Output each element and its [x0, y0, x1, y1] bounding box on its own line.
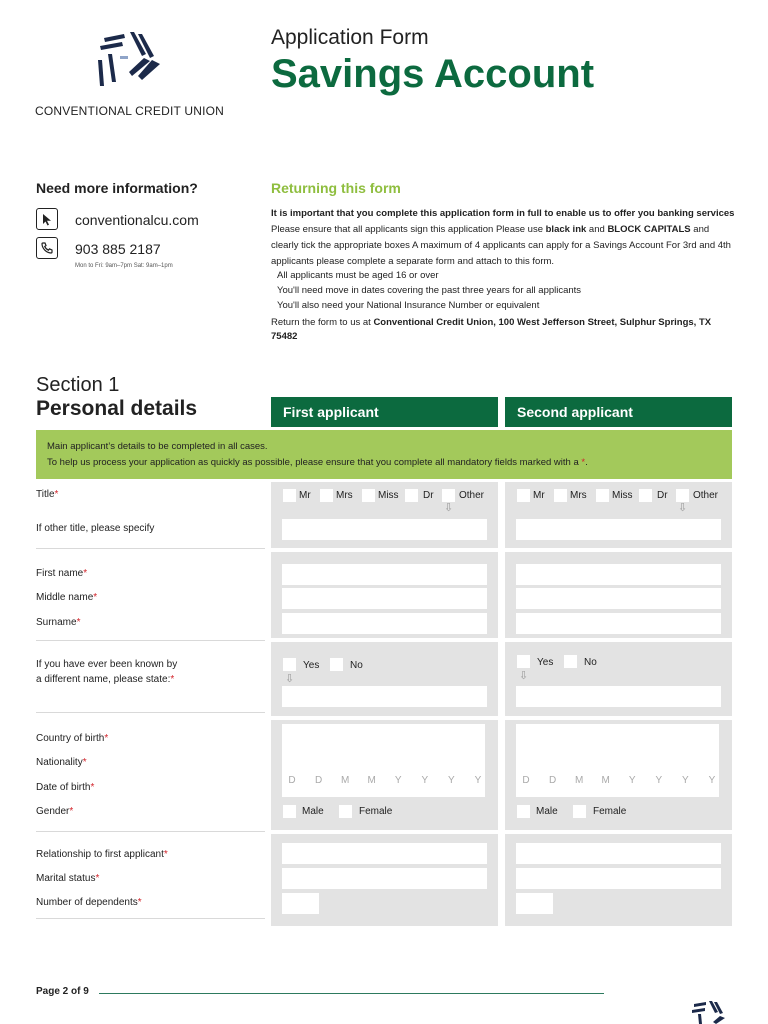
instructions-emphasis: BLOCK CAPITALS	[607, 224, 691, 235]
label-text: Gender	[36, 806, 70, 817]
other-title-input[interactable]	[282, 519, 487, 540]
title-option-label: Miss	[378, 490, 399, 501]
org-name: CONVENTIONAL CREDIT UNION	[35, 104, 225, 118]
title-option-label: Mr	[533, 490, 545, 501]
gender-female-checkbox[interactable]	[573, 805, 586, 818]
required-star: *	[54, 489, 59, 500]
gender-male-checkbox[interactable]	[283, 805, 296, 818]
phone-number: 903 885 2187	[75, 241, 161, 257]
date-digit: M	[601, 775, 610, 786]
phone-icon	[36, 237, 58, 259]
title-option-label: Miss	[612, 490, 633, 501]
middle-name-input[interactable]	[282, 588, 487, 609]
date-digit: M	[367, 775, 376, 786]
row-divider	[36, 712, 265, 713]
row-divider	[36, 548, 265, 549]
required-star: *	[163, 849, 168, 860]
required-star: *	[581, 457, 586, 468]
instructions-text: and	[586, 224, 608, 235]
return-prefix: Return the form to us at	[271, 317, 374, 328]
row-divider	[36, 640, 265, 641]
date-digit: Y	[628, 775, 636, 786]
page-number: Page 2 of 9	[36, 986, 89, 997]
title-dr-checkbox[interactable]	[405, 489, 418, 502]
required-star: *	[170, 674, 175, 685]
label-text: First name	[36, 568, 84, 579]
section-number: Section 1	[36, 374, 120, 396]
instructions-emphasis: black ink	[545, 224, 587, 235]
label-text: a different name, please state:	[36, 674, 171, 685]
section-title: Personal details	[36, 397, 198, 420]
cursor-icon	[36, 208, 58, 230]
no-label: No	[350, 660, 363, 671]
down-arrow-icon: ⇩	[285, 673, 295, 685]
surname-input[interactable]	[282, 613, 487, 634]
date-digit: Y	[708, 775, 716, 786]
requirement-item: You'll also need your National Insurance Number or equivalent	[277, 300, 540, 311]
required-star: *	[95, 873, 100, 884]
label-text: Relationship to first applicant	[36, 849, 164, 860]
title-miss-checkbox[interactable]	[362, 489, 375, 502]
date-digit: D	[548, 775, 557, 786]
title-dr-checkbox[interactable]	[639, 489, 652, 502]
date-digit: Y	[394, 775, 402, 786]
title-option-label: Mrs	[570, 490, 587, 501]
label-text: If you have ever been known by	[36, 659, 178, 670]
date-digit: Y	[474, 775, 482, 786]
label-text: Nationality	[36, 757, 83, 768]
return-address: Conventional Credit Union, 100 West Jefferson Street, Sulphur Springs, TX 75482	[271, 317, 712, 342]
second-applicant-header	[505, 397, 732, 427]
instructions-lead: It is important that you complete this application form in full to enable us to offer you banking services	[271, 208, 735, 219]
known-as-yes-checkbox[interactable]	[283, 658, 296, 671]
title-option-label: Other	[459, 490, 485, 501]
first-name-input[interactable]	[516, 564, 721, 585]
title-option-label: Mr	[299, 490, 311, 501]
title-mr-checkbox[interactable]	[283, 489, 296, 502]
date-digit: D	[522, 775, 530, 786]
known-as-no-checkbox[interactable]	[564, 655, 577, 668]
middle-name-input[interactable]	[516, 588, 721, 609]
gender-female-checkbox[interactable]	[339, 805, 352, 818]
middle-name-label	[36, 592, 97, 603]
male-label: Male	[536, 806, 558, 817]
relationship-input[interactable]	[516, 843, 721, 864]
label-text: Country of birth	[36, 733, 105, 744]
date-digit: D	[314, 775, 323, 786]
gender-male-checkbox[interactable]	[517, 805, 530, 818]
female-label: Female	[593, 806, 627, 817]
female-label: Female	[359, 806, 393, 817]
relationship-label	[36, 849, 168, 860]
first-applicant-header	[271, 397, 498, 427]
dependents-input[interactable]	[282, 893, 319, 914]
page-title: Savings Account	[271, 52, 595, 96]
website-link[interactable]: conventionalcu.com	[75, 212, 199, 228]
label-text: Middle name	[36, 592, 94, 603]
label-text: Surname	[36, 617, 77, 628]
date-digit: Y	[655, 775, 663, 786]
label-text: Marital status	[36, 873, 96, 884]
required-star: *	[69, 806, 74, 817]
returning-instructions	[271, 206, 736, 344]
title-mrs-checkbox[interactable]	[320, 489, 333, 502]
nationality-label	[36, 757, 87, 768]
surname-label	[36, 617, 80, 628]
requirement-item: You'll need move in dates covering the past three years for all applicants	[277, 285, 582, 296]
marital-status-input[interactable]	[282, 868, 487, 889]
required-star: *	[82, 757, 87, 768]
requirement-item: All applicants must be aged 16 or over	[277, 270, 439, 281]
title-option-label: Other	[693, 490, 719, 501]
instructions-text: Please ensure that all applicants sign this application Please use	[271, 224, 546, 235]
footer-rule	[99, 993, 604, 994]
second-applicant-label: Second applicant	[517, 404, 633, 420]
required-star: *	[104, 733, 109, 744]
other-title-label: If other title, please specify	[36, 523, 155, 534]
returning-heading: Returning this form	[271, 180, 401, 196]
date-of-birth-label	[36, 782, 94, 793]
title-option-label: Dr	[423, 490, 434, 501]
required-star: *	[93, 592, 98, 603]
first-name-label	[36, 568, 87, 579]
other-title-input[interactable]	[516, 519, 721, 540]
date-digit: M	[574, 775, 584, 786]
notice-line: Main applicant’s details to be completed in all cases.	[47, 441, 268, 452]
required-star: *	[90, 782, 95, 793]
label-text: Date of birth	[36, 782, 91, 793]
title-mr-checkbox[interactable]	[517, 489, 530, 502]
marital-status-label	[36, 873, 99, 884]
gender-label	[36, 806, 73, 817]
label-text: Number of dependents	[36, 897, 138, 908]
label-text: Title	[36, 489, 55, 500]
title-option-label: Mrs	[336, 490, 353, 501]
date-digit: Y	[448, 775, 455, 786]
form-kicker: Application Form	[271, 26, 429, 49]
male-label: Male	[302, 806, 324, 817]
country-of-birth-label	[36, 733, 108, 744]
known-as-no-checkbox[interactable]	[330, 658, 343, 671]
date-digit: Y	[682, 775, 689, 786]
first-name-input[interactable]	[282, 564, 487, 585]
previous-name-input[interactable]	[516, 686, 721, 707]
title-mrs-checkbox[interactable]	[554, 489, 567, 502]
date-of-birth-input[interactable]	[285, 775, 485, 791]
notice-line: To help us process your application as quickly as possible, please ensure that you complete all mandatory fields marked with a	[47, 457, 582, 468]
relationship-input[interactable]	[282, 843, 487, 864]
notice-end: .	[585, 457, 588, 468]
contact-heading: Need more information?	[36, 180, 198, 196]
previous-name-input[interactable]	[282, 686, 487, 707]
first-applicant-label: First applicant	[283, 404, 379, 420]
date-digit: D	[288, 775, 296, 786]
credit-union-logo	[94, 30, 170, 92]
marital-status-input[interactable]	[516, 868, 721, 889]
title-label	[36, 489, 58, 500]
required-star: *	[83, 568, 88, 579]
date-of-birth-input[interactable]	[519, 775, 719, 791]
down-arrow-icon: ⇩	[519, 670, 529, 682]
down-arrow-icon: ⇩	[444, 502, 454, 514]
known-as-yes-checkbox[interactable]	[517, 655, 530, 668]
opening-hours: Mon to Fri: 9am–7pm Sat: 9am–1pm	[75, 263, 173, 269]
date-digit: Y	[421, 775, 429, 786]
required-star: *	[137, 897, 142, 908]
dependents-label	[36, 897, 142, 908]
yes-label: Yes	[303, 660, 320, 671]
title-option-label: Dr	[657, 490, 668, 501]
date-digit: M	[340, 775, 350, 786]
mandatory-notice	[36, 430, 732, 479]
no-label: No	[584, 657, 597, 668]
down-arrow-icon: ⇩	[678, 502, 688, 514]
title-miss-checkbox[interactable]	[596, 489, 609, 502]
row-divider	[36, 918, 265, 919]
footer-logo	[690, 1000, 730, 1024]
row-divider	[36, 831, 265, 832]
surname-input[interactable]	[516, 613, 721, 634]
yes-label: Yes	[537, 657, 554, 668]
known-as-label	[36, 657, 177, 687]
required-star: *	[76, 617, 81, 628]
dependents-input[interactable]	[516, 893, 553, 914]
instructions-text: and clearly tick the appropriate boxes A maximum of 4 applicants can apply for a Savings Account For 3rd and 4th applicants please complete a separate form and attach to this form.	[271, 224, 731, 267]
